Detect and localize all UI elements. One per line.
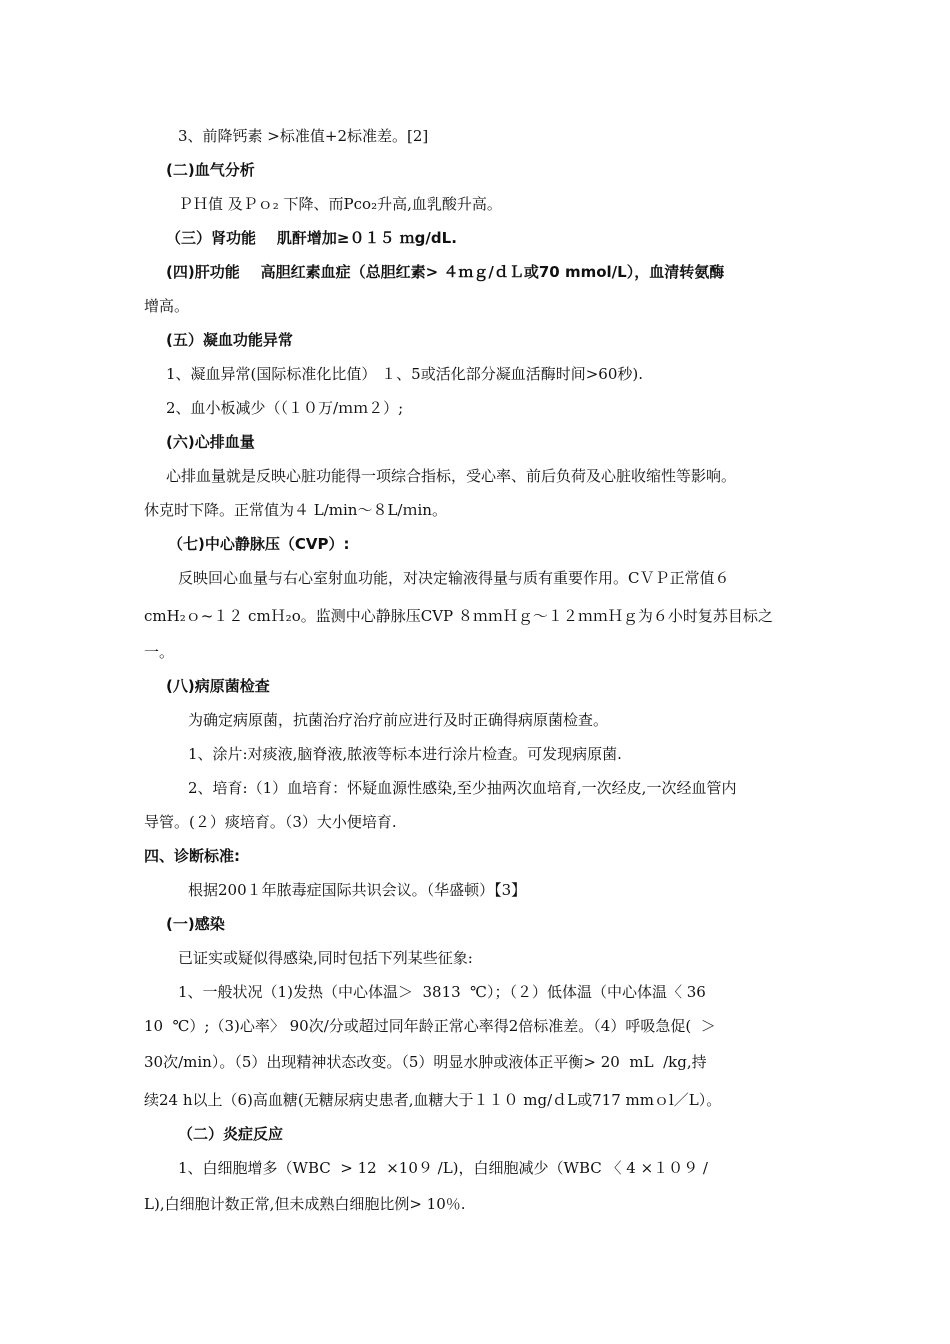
section-heading: （二）炎症反应 bbox=[178, 1125, 284, 1143]
text-line: 2、培育:（1）血培育：怀疑血源性感染,至少抽两次血培育,一次经皮,一次经血管内 bbox=[188, 779, 737, 797]
section-heading: 四、诊断标准: bbox=[144, 847, 240, 865]
text-line: 休克时下降。正常值为４ L/min～８L/ｍin。 bbox=[144, 501, 447, 519]
text-line: 根据200１年脓毒症国际共识会议。（华盛顿）【3】 bbox=[188, 881, 527, 899]
text-line: ＰＨ值 及Ｐｏ₂ 下降、而Pco₂升高,血乳酸升高。 bbox=[178, 195, 502, 213]
section-heading: (五）凝血功能异常 bbox=[166, 331, 293, 349]
text-line: 10 ℃）;（3)心率〉 90次/分或超过同年龄正常心率得2倍标准差。（4）呼吸急促( ＞ bbox=[144, 1017, 716, 1035]
text-line: 1、白细胞增多（WBC > 12 ×10９ /L)，白细胞减少（WBC 〈 4 ×１０９ / bbox=[178, 1159, 708, 1177]
text-line: 一。 bbox=[144, 643, 175, 661]
text-line: 1、涂片:对痰液,脑脊液,脓液等标本进行涂片检查。可发现病原菌. bbox=[188, 745, 622, 763]
text-line: 心排血量就是反映心脏功能得一项综合指标，受心率、前后负荷及心脏收缩性等影响。 bbox=[166, 467, 737, 485]
text-line: 增高。 bbox=[144, 297, 190, 315]
section-heading: （三）肾功能 肌酐增加≥０１５ ｍg/dL. bbox=[166, 229, 457, 247]
text-line: 2、血小板减少（（１０万/ｍｍ２）; bbox=[166, 399, 404, 417]
text-line: 1、凝血异常(国际标准化比值） １、5或活化部分凝血活酶时间>60秒). bbox=[166, 365, 643, 383]
section-heading: (一)感染 bbox=[166, 915, 225, 933]
text-line: 3、前降钙素 >标准值+2标准差。[2] bbox=[178, 127, 429, 145]
section-heading: (四)肝功能 高胆红素血症（总胆红素> ４ｍｇ/ｄＬ或70 mmol/L），血清转氨酶 bbox=[166, 263, 725, 281]
text-line: 反映回心血量与右心室射血功能，对决定输液得量与质有重要作用。CＶＰ正常值６ bbox=[178, 569, 730, 587]
text-line: 1、一般状况（1)发热（中心体温＞ 3813 ℃）；（２）低体温（中心体温〈 36 bbox=[178, 983, 706, 1001]
section-heading: (八)病原菌检查 bbox=[166, 677, 270, 695]
text-line: 导管。(２）痰培育。（3）大小便培育. bbox=[144, 813, 397, 831]
section-heading: (六)心排血量 bbox=[166, 433, 255, 451]
section-heading: (二)血气分析 bbox=[166, 161, 255, 179]
text-line: cmH₂ｏ~１２ cmＨ₂o。监测中心静脉压CVP ８ｍｍＨｇ～１２ｍｍＨｇ为６小时复苏目标之 bbox=[144, 607, 773, 625]
text-line: L),白细胞计数正常,但未成熟白细胞比例> 10％. bbox=[144, 1195, 466, 1213]
text-line: 为确定病原菌，抗菌治疗治疗前应进行及时正确得病原菌检查。 bbox=[188, 711, 609, 729]
text-line: 30次/min）。（5）出现精神状态改变。（5）明显水肿或液体正平衡> 20 mL /kg,持 bbox=[144, 1053, 707, 1071]
text-line: 已证实或疑似得感染,同时包括下列某些征象: bbox=[178, 949, 473, 967]
text-line: 续24 h以上（6)高血糖(无糖尿病史患者,血糖大于１１０ mg/ｄL或717 mmｏl／L）。 bbox=[144, 1091, 722, 1109]
section-heading: （七)中心静脉压（CVP）: bbox=[168, 535, 350, 553]
